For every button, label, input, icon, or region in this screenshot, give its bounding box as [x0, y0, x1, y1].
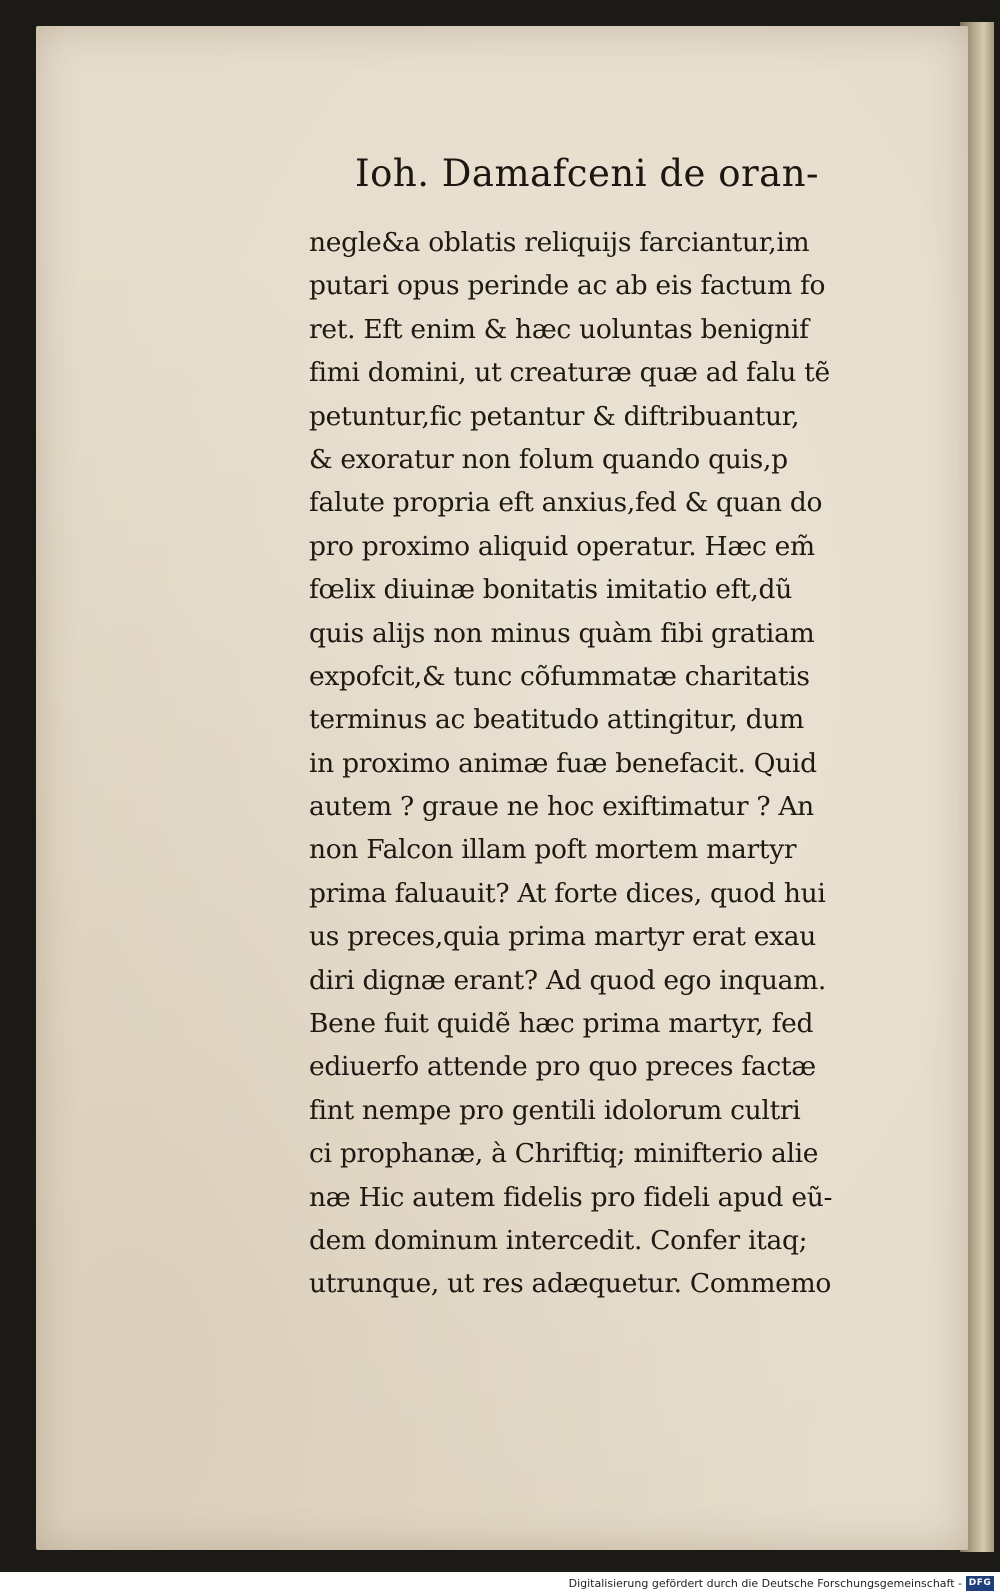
text-line: fint nempe pro gentili idolorum cultri	[309, 1094, 801, 1126]
text-line: negle&a oblatis reliquijs farciantur,im	[309, 227, 810, 258]
body-text	[309, 221, 954, 1306]
text-line: putari opus perinde ac ab eis factum fo	[309, 270, 826, 302]
text-line: pro proximo aliquid operatur. Hæc em̃	[309, 530, 815, 562]
text-line: ediuerfo attende pro quo preces factæ	[309, 1051, 816, 1083]
text-line: autem ? graue ne hoc exiftimatur ? An	[309, 791, 814, 823]
dfg-logo[interactable]: DFG	[966, 1576, 994, 1591]
text-line: diri dignæ erant? Ad quod ego inquam.	[309, 964, 827, 996]
text-line: Bene fuit quidẽ hæc prima martyr, fed	[309, 1008, 814, 1040]
running-header: Ioh. Damafceni de oran-	[355, 152, 820, 195]
text-line: non Falcon illam poft mortem martyr	[309, 834, 797, 866]
text-line: dem dominum intercedit. Confer itaq;	[309, 1224, 808, 1256]
text-line: & exoratur non folum quando quis,p	[309, 443, 788, 475]
text-line: in proximo animæ fuæ benefacit. Quid	[309, 747, 817, 779]
text-line: ret. Eft enim & hæc uoluntas benignif	[309, 313, 809, 345]
text-line: prima faluauit? At forte dices, quod hui	[309, 877, 826, 909]
text-line: utrunque, ut res adæquetur. Commemo	[309, 1268, 832, 1300]
text-line: quis alijs non minus quàm fibi gratiam	[309, 617, 815, 649]
footer-bar	[0, 1572, 1000, 1596]
text-line: næ Hic autem fidelis pro fideli apud eũ-	[309, 1181, 833, 1213]
text-line: expofcit,& tunc cõfummatæ charitatis	[309, 660, 810, 692]
funding-credit: Digitalisierung gefördert durch die Deutsche Forschungsgemeinschaft -	[568, 1577, 962, 1590]
text-line: fœlix diuinæ bonitatis imitatio eft,dũ	[309, 574, 792, 606]
text-line: petuntur,fic petantur & diftribuantur,	[309, 400, 800, 432]
text-line: terminus ac beatitudo attingitur, dum	[309, 704, 804, 736]
text-line: ci prophanæ, à Chriftiq; minifterio alie	[309, 1138, 819, 1170]
text-line: falute propria eft anxius,fed & quan do	[309, 487, 823, 519]
text-line: us preces,quia prima martyr erat exau	[309, 921, 817, 953]
text-line: fimi domini, ut creaturæ quæ ad falu tẽ	[309, 357, 830, 389]
